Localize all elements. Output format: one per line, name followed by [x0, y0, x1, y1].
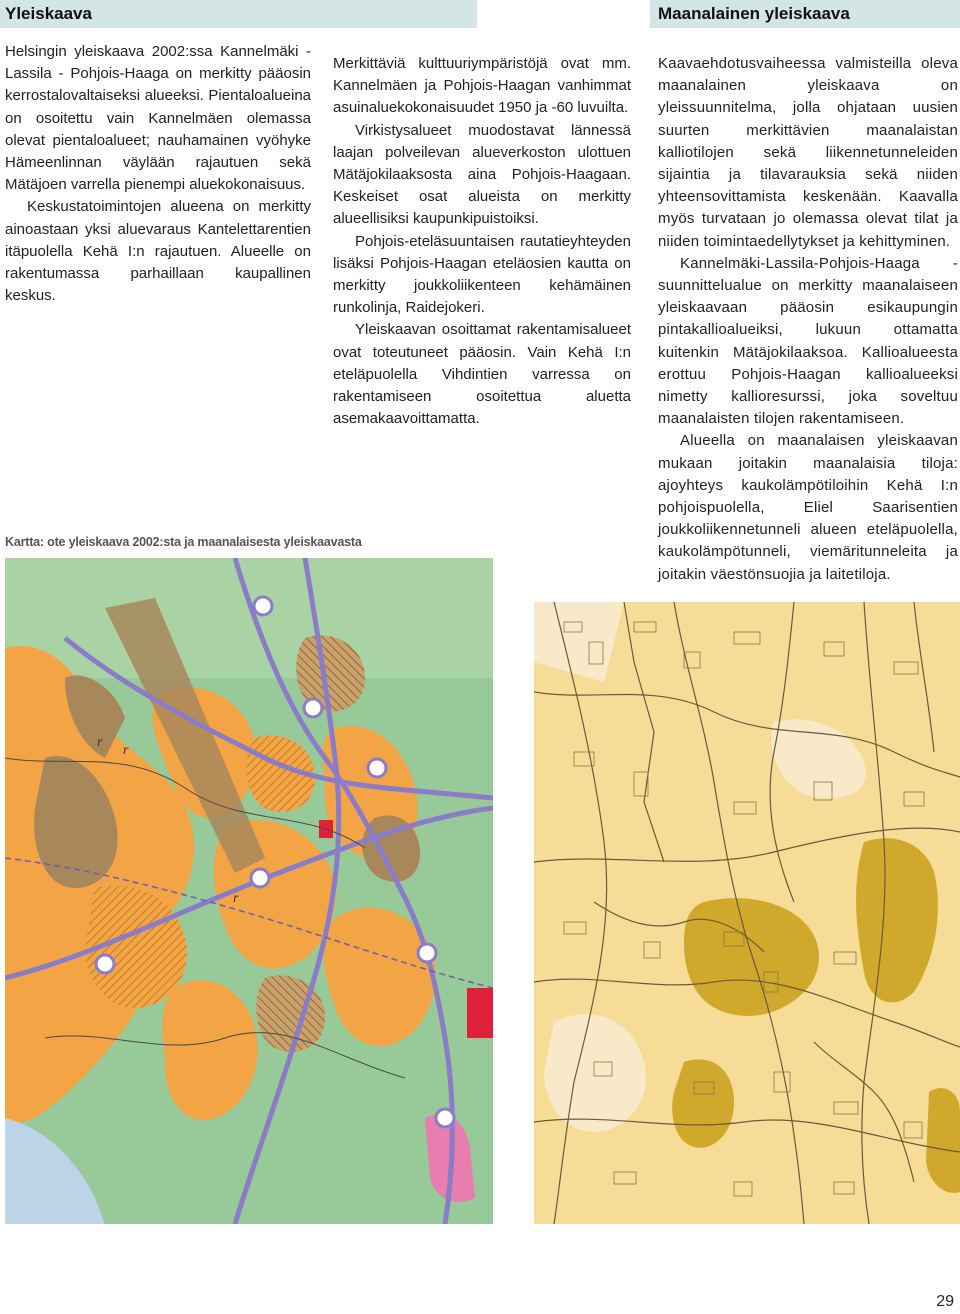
map-caption: Kartta: ote yleiskaava 2002:sta ja maanalaisesta yleiskaavasta: [5, 535, 362, 549]
paragraph: Kannelmäki-Lassila-Pohjois-Haaga -suunnittelualue on merkitty maanalaiseen yleiskaavaan pääosin esikaupungin pintakallioalueiksi, lukuun ottamatta kuitenkin Mätäjokilaaksoa. Kallioalueesta erottuu Pohjois-Haagan kallioalueeksi nimetty kallioresurssi, joka soveltuu maanalaisten tilojen rakentamiseen.: [658, 254, 958, 428]
paragraph: Pohjois-eteläsuuntaisen rautatieyhteyden lisäksi Pohjois-Haagan eteläosien kautta on merkitty joukkoliikenteen kehämäinen runkolinja, Raidejokeri.: [333, 232, 631, 317]
page-number: 29: [936, 1293, 954, 1310]
paragraph: Yleiskaavan osoittamat rakentamisalueet ovat toteutuneet pääosin. Vain Kehä I:n eteläpuolella Vihdintien varressa on rakentamiseen osoitettua aluetta asemakaavoittamatta.: [333, 321, 631, 428]
underground-plan-map-graphic: [534, 602, 960, 1224]
section-title-yleiskaava: Yleiskaava: [5, 4, 92, 23]
section-title-maanalainen: Maanalainen yleiskaava: [658, 4, 850, 23]
text-column-3: [658, 53, 958, 586]
underground-plan-map: [534, 602, 960, 1224]
paragraph: Helsingin yleiskaava 2002:ssa Kannelmäki - Lassila - Pohjois-Haaga on merkitty pääosin kerrostalovaltaiseksi alueeksi. Pientaloalueina on osoitettu vain Kannelmäen olemassa olevat pientaloalueet; nauhamainen vyöhyke Hämeenlinnan väylään rajautuen sekä Mätäjoen varrella pienempi aluekokonaisuus.: [5, 43, 311, 194]
section-header-right: [650, 0, 960, 28]
text-column-2: [333, 53, 631, 430]
paragraph: Keskustatoimintojen alueena on merkitty ainoastaan yksi aluevaraus Kantelettarentien itäpuolella Kehä I:n rajautuen. Alueelle on rakentumassa parhaillaan kaupallinen keskus.: [5, 198, 311, 305]
map-label: r: [233, 891, 239, 906]
paragraph: Alueella on maanalaisen yleiskaavan mukaan joitakin maanalaisia tiloja: ajoyhteys kaukolämpötiloihin Kehä I:n pohjoispuolella, Eliel Saarisentien joukkoliikennetunneli alueen eteläpuolella, kaukolämpötunneli, viemäritunneleita ja joitakin väestönsuojia ja laitetiloja.: [658, 432, 958, 583]
map-label: r: [123, 743, 129, 758]
general-plan-map: [5, 558, 493, 1224]
general-plan-map-graphic: [5, 558, 493, 1224]
map-label: r: [97, 735, 103, 750]
paragraph: Merkittäviä kulttuuriympäristöjä ovat mm. Kannelmäen ja Pohjois-Haagan vanhimmat asuinaluekokonaisuudet 1950 ja -60 luvuilta.: [333, 55, 631, 117]
paragraph: Virkistysalueet muodostavat lännessä laajan polveilevan alueverkoston ulottuen Mätäjokilaaksosta aina Pohjois-Haagaan. Keskeiset osat alueista on merkitty alueellisiksi kaupunkipuistoiksi.: [333, 121, 631, 228]
section-header-left: [0, 0, 477, 28]
paragraph: Kaavaehdotusvaiheessa valmisteilla oleva maanalainen yleiskaava on yleissuunnitelma, jolla ohjataan uusien suurten merkittävien maanalaistan kalliotilojen sekä liikennetunneleiden sijaintia ja tilavarauksia sekä niiden yhteensovittamista keskenään. Kaavalla myös turvataan jo olemassa olevat tilat ja niiden toimintaedellytykset ja kehittyminen.: [658, 55, 958, 250]
text-column-1: [5, 41, 311, 307]
